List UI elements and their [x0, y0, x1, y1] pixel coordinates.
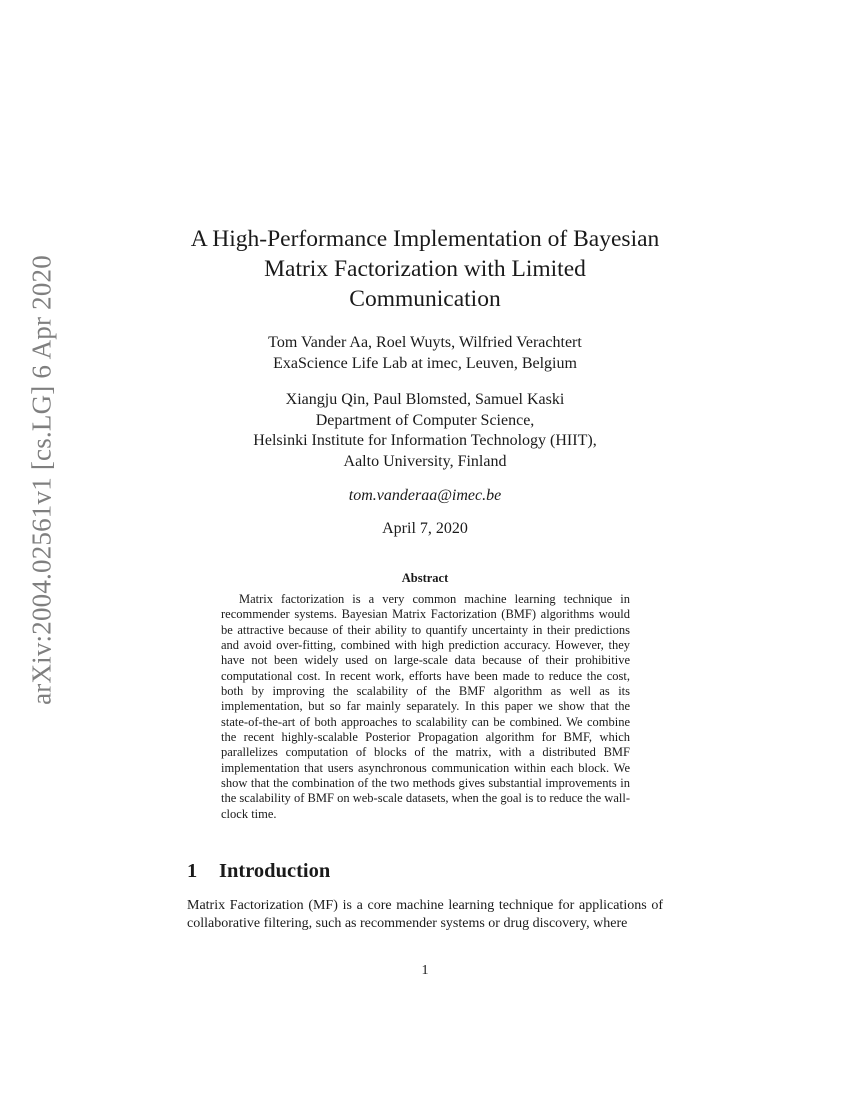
paper-title — [125, 224, 725, 314]
section-heading — [187, 860, 330, 883]
author-names: Xiangju Qin, Paul Blomsted, Samuel Kaski — [285, 391, 565, 408]
paper-date: April 7, 2020 — [382, 520, 468, 537]
author-email: tom.vanderaa@imec.be — [348, 487, 502, 504]
section-title: Introduction — [219, 860, 331, 882]
abstract-heading: Abstract — [401, 571, 449, 585]
author-affiliation: Department of Computer Science, — [315, 411, 535, 429]
arxiv-identifier-stamp: arXiv:2004.02561v1 [cs.LG] 6 Apr 2020 — [26, 255, 57, 705]
section-number: 1 — [187, 860, 198, 882]
abstract-text: Matrix factorization is a very common machine learning technique in recommender systems. Bayesian Matrix Factorization (BMF) algorithms would be attractive because of their ability to quantify uncertainty in their predictions and avoid over-fitting, combined with high prediction accuracy. However, they have not been widely used on large-scale data because of their prohibitive computational cost. In recent work, efforts have been made to reduce the cost, both by improving the scalability of the BMF algorithm as well as its implementation, but so far mainly separately. In this paper we show that the state-of-the-art of both approaches to scalability can be combined. We combine the recent highly-scalable Posterior Propagation algorithm for BMF, which parallelizes computation of blocks of the matrix, with a distributed BMF implementation that users asynchronous communication within each block. We show that the combination of the two methods gives substantial improvements in the scalability of BMF on web-scale datasets, when the goal is to reduce the wall-clock time. — [221, 592, 630, 821]
title-line: Communication — [349, 286, 501, 312]
author-group-imec — [125, 333, 725, 374]
author-affiliation: ExaScience Life Lab at imec, Leuven, Belgium — [273, 354, 577, 372]
author-group-aalto — [125, 390, 725, 472]
author-names: Tom Vander Aa, Roel Wuyts, Wilfried Verachtert — [268, 334, 582, 351]
page-number: 1 — [421, 963, 429, 978]
author-affiliation: Aalto University, Finland — [343, 452, 507, 470]
title-line: A High-Performance Implementation of Bayesian — [190, 226, 660, 252]
title-line: Matrix Factorization with Limited — [264, 256, 586, 282]
introduction-text: Matrix Factorization (MF) is a core machine learning technique for applications of collaborative filtering, such as recommender systems or drug discovery, where — [187, 898, 663, 931]
author-affiliation: Helsinki Institute for Information Technology (HIIT), — [253, 432, 597, 449]
